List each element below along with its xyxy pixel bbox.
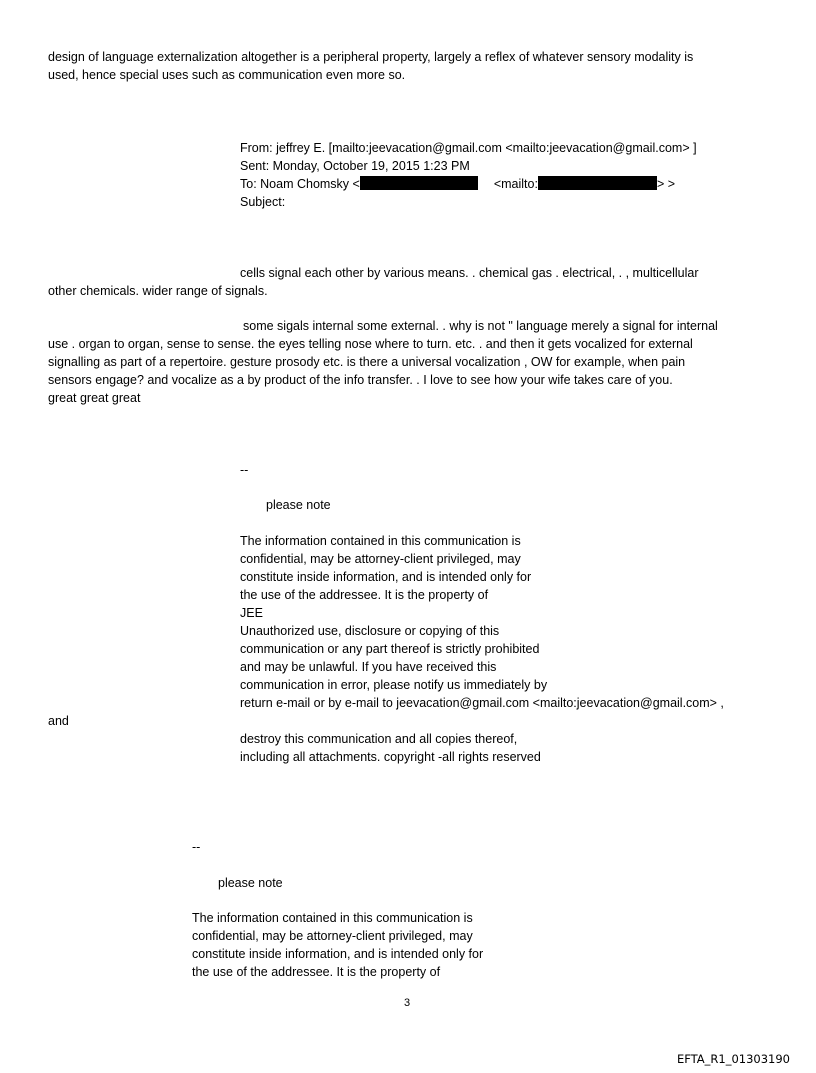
disclaimer-line: The information contained in this communication is <box>240 534 521 548</box>
to-prefix: To: Noam Chomsky < <box>240 177 360 191</box>
disclaimer-line: The information contained in this communication is <box>192 911 473 925</box>
page-number: 3 <box>404 997 411 1009</box>
disclaimer2-dashes: -- <box>192 840 201 854</box>
disclaimer1-tail <box>240 730 541 766</box>
disclaimer-line: communication in error, please notify us immediately by <box>240 678 548 692</box>
body-p2-line1: some sigals internal some external. . why is not " language merely a signal for internal <box>243 319 718 333</box>
header-subject: Subject: <box>240 195 286 209</box>
disclaimer1-note: please note <box>266 498 331 512</box>
disclaimer2-note: please note <box>218 876 283 890</box>
body-line: sensors engage? and vocalize as a by product of the info transfer. . I love to see how your wife takes care of you. <box>48 373 673 387</box>
disclaimer-line: constitute inside information, and is intended only for <box>240 570 532 584</box>
disclaimer1-dashes: -- <box>240 463 249 477</box>
redaction-bar <box>538 176 657 190</box>
bates-number: EFTA_R1_01303190 <box>676 1052 790 1066</box>
header-to <box>240 175 697 193</box>
body-p1-line2: other chemicals. wider range of signals. <box>48 284 268 298</box>
disclaimer-line: return e-mail or by e-mail to jeevacation@gmail.com <mailto:jeevacation@gmail.com> , <box>240 696 724 710</box>
intro-line: design of language externalization altogether is a peripheral property, largely a reflex of whatever sensory modality is <box>48 50 694 64</box>
intro-paragraph <box>48 48 693 84</box>
body-p2-rest <box>48 335 693 407</box>
header-sent: Sent: Monday, October 19, 2015 1:23 PM <box>240 159 470 173</box>
disclaimer-line: confidential, may be attorney-client privileged, may <box>192 929 473 943</box>
disclaimer-line: Unauthorized use, disclosure or copying of this <box>240 624 500 638</box>
disclaimer-line: destroy this communication and all copies thereof, <box>240 732 518 746</box>
disclaimer-line: and may be unlawful. If you have received this <box>240 660 497 674</box>
email-header <box>240 139 697 211</box>
disclaimer-line: JEE <box>240 606 263 620</box>
disclaimer1-text <box>240 532 724 712</box>
intro-line: used, hence special uses such as communication even more so. <box>48 68 406 82</box>
disclaimer-line: communication or any part thereof is strictly prohibited <box>240 642 540 656</box>
disclaimer-line: including all attachments. copyright -all rights reserved <box>240 750 541 764</box>
redaction-bar <box>360 176 478 190</box>
disclaimer2-text <box>192 909 483 981</box>
to-mid: <mailto: <box>493 177 538 191</box>
disclaimer1-and: and <box>48 714 69 728</box>
header-from: From: jeffrey E. [mailto:jeevacation@gmail.com <mailto:jeevacation@gmail.com> ] <box>240 141 697 155</box>
body-line: signalling as part of a repertoire. gesture prosody etc. is there a universal vocalization , OW for example, when pain <box>48 355 686 369</box>
body-p1-line1: cells signal each other by various means. . chemical gas . electrical, . , multicellular <box>240 266 699 280</box>
disclaimer-line: confidential, may be attorney-client privileged, may <box>240 552 521 566</box>
body-line: great great great <box>48 391 141 405</box>
disclaimer-line: the use of the addressee. It is the property of <box>240 588 489 602</box>
to-suffix: > > <box>656 177 676 191</box>
disclaimer-line: constitute inside information, and is intended only for <box>192 947 484 961</box>
disclaimer-line: the use of the addressee. It is the property of <box>192 965 441 979</box>
body-line: use . organ to organ, sense to sense. the eyes telling nose where to turn. etc. . and then it gets vocalized for external <box>48 337 693 351</box>
